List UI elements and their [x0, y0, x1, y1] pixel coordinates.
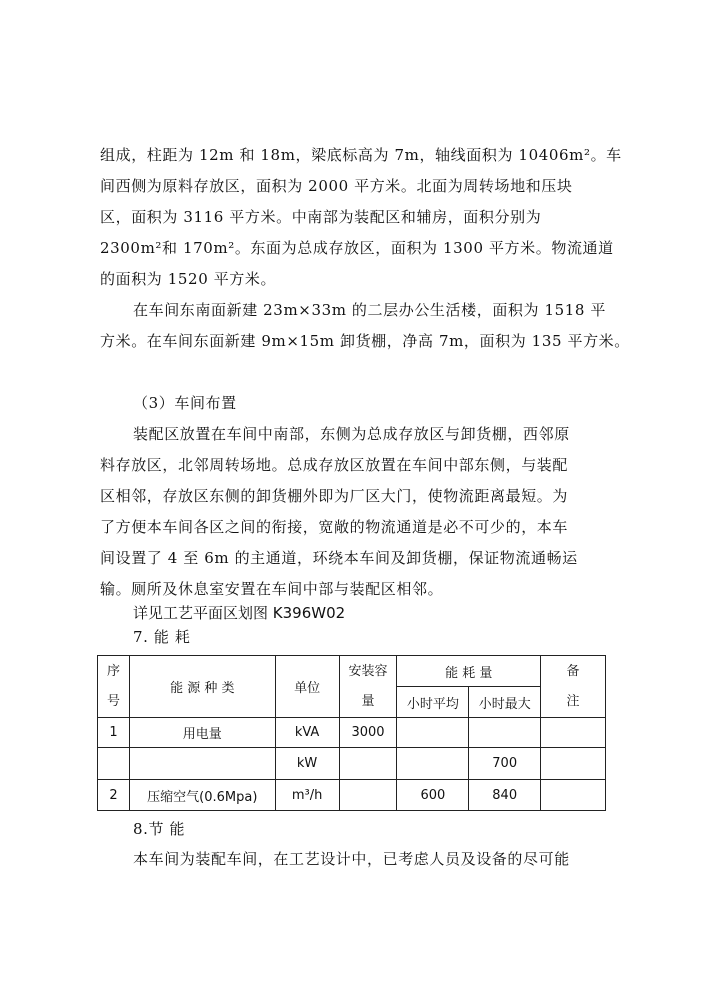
body-text-line: 区，面积为 3116 平方米。中南部为装配区和辅房，面积分别为 — [100, 208, 542, 226]
table-row — [98, 780, 606, 811]
cell-capacity — [339, 780, 397, 811]
section-heading: 8.节 能 — [133, 820, 186, 838]
body-text-line: 组成，柱距为 12m 和 18m，梁底标高为 7m，轴线面积为 10406m²。车 — [100, 146, 622, 164]
body-text-line: 在车间东南面新建 23m×33m 的二层办公生活楼，面积为 1518 平 — [133, 301, 607, 319]
cell-unit: m³/h — [275, 780, 339, 811]
cell-note — [541, 748, 606, 780]
body-text-line: 2300m²和 170m²。东面为总成存放区，面积为 1300 平方米。物流通道 — [100, 239, 614, 257]
cell-seq — [98, 748, 130, 780]
cell-avg — [397, 748, 469, 780]
table-header-row — [98, 656, 606, 687]
cell-seq: 1 — [98, 718, 130, 748]
cell-type — [129, 748, 275, 780]
header-seq: 序 号 — [98, 656, 130, 718]
body-text-line: 间西侧为原料存放区，面积为 2000 平方米。北面为周转场地和压块 — [100, 177, 573, 195]
cell-avg: 600 — [397, 780, 469, 811]
cell-capacity: 3000 — [339, 718, 397, 748]
table-row — [98, 748, 606, 780]
body-text-line: 了方便本车间各区之间的衔接，宽敞的物流通道是必不可少的，本车 — [100, 518, 569, 536]
cell-seq: 2 — [98, 780, 130, 811]
cell-type: 用电量 — [129, 718, 275, 748]
cell-max: 700 — [469, 748, 541, 780]
cell-note — [541, 780, 606, 811]
header-hour-max: 小时最大 — [469, 687, 541, 718]
body-text-line: 本车间为装配车间，在工艺设计中，已考虑人员及设备的尽可能 — [133, 850, 570, 868]
header-consumption: 能 耗 量 — [397, 656, 541, 687]
section-heading: （3）车间布置 — [133, 394, 237, 412]
cell-type: 压缩空气(0.6Mpa) — [129, 780, 275, 811]
body-text-line: 料存放区，北邻周转场地。总成存放区放置在车间中部东侧，与装配 — [100, 456, 569, 474]
header-capacity: 安装容 量 — [339, 656, 397, 718]
body-text-line: 的面积为 1520 平方米。 — [100, 270, 277, 288]
drawing-reference: 详见工艺平面区划图 K396W02 — [133, 604, 346, 622]
body-text-line: 方米。在车间东面新建 9m×15m 卸货棚，净高 7m，面积为 135 平方米。 — [100, 332, 630, 350]
body-text-line: 装配区放置在车间中南部，东侧为总成存放区与卸货棚，西邻原 — [133, 425, 570, 443]
header-note: 备 注 — [541, 656, 606, 718]
header-hour-avg: 小时平均 — [397, 687, 469, 718]
body-text-line: 区相邻，存放区东侧的卸货棚外即为厂区大门，使物流距离最短。为 — [100, 487, 569, 505]
cell-capacity — [339, 748, 397, 780]
energy-consumption-table — [97, 655, 606, 811]
cell-unit: kVA — [275, 718, 339, 748]
body-text-line: 间设置了 4 至 6m 的主通道，环绕本车间及卸货棚，保证物流通畅运 — [100, 549, 578, 567]
section-heading: 7. 能 耗 — [133, 628, 191, 646]
table-row — [98, 718, 606, 748]
cell-max — [469, 718, 541, 748]
header-energy-type: 能 源 种 类 — [129, 656, 275, 718]
body-text-line: 输。厕所及休息室安置在车间中部与装配区相邻。 — [100, 580, 444, 598]
header-unit: 单位 — [275, 656, 339, 718]
cell-unit: kW — [275, 748, 339, 780]
cell-max: 840 — [469, 780, 541, 811]
cell-avg — [397, 718, 469, 748]
cell-note — [541, 718, 606, 748]
